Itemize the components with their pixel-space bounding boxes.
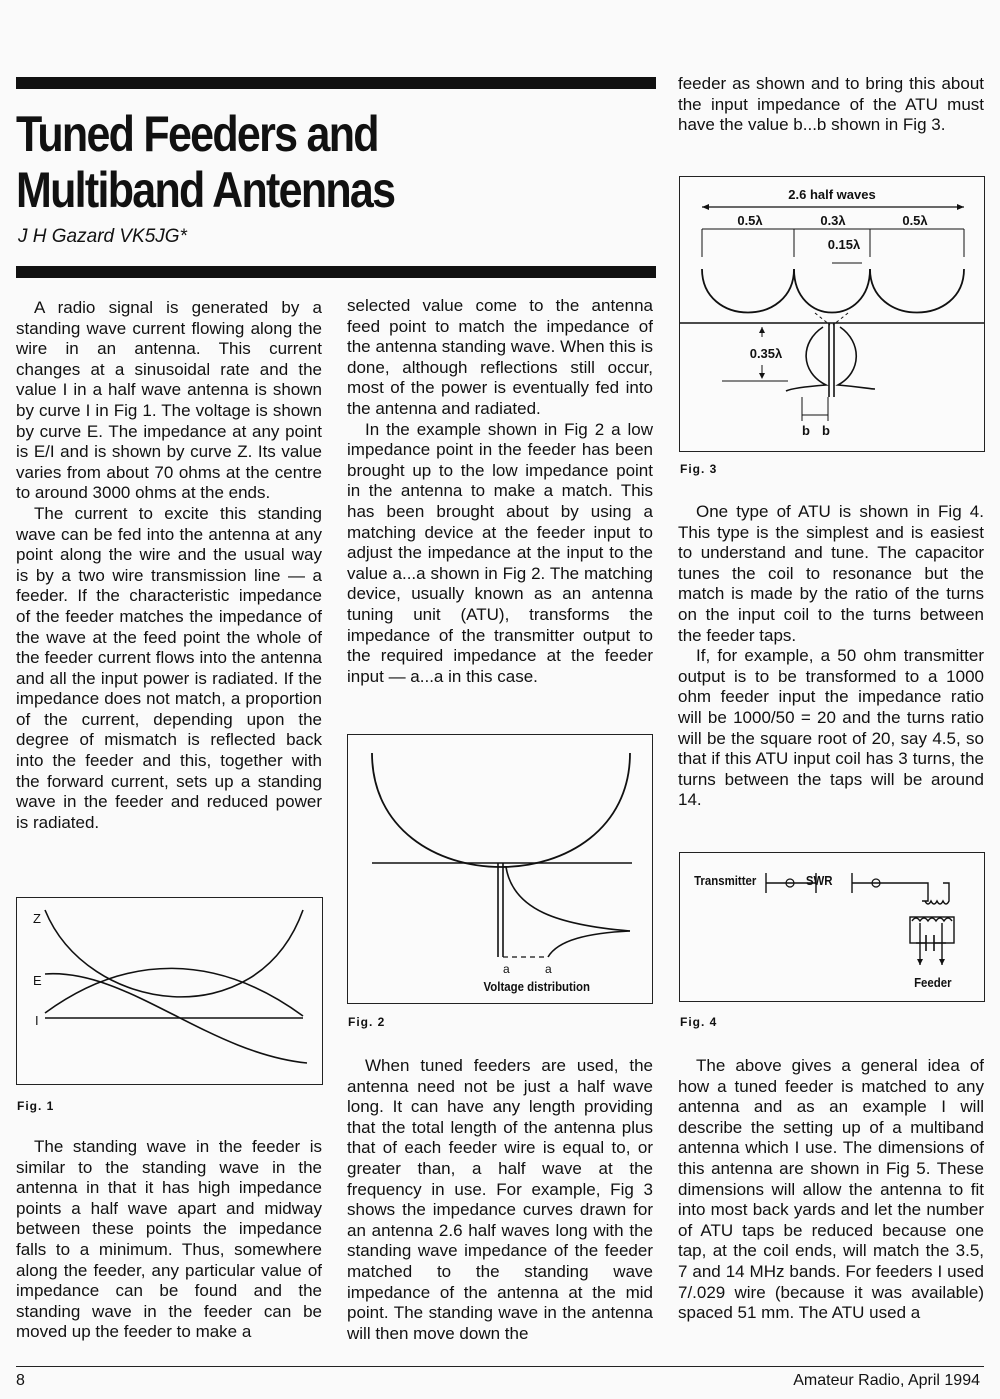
figure-3 <box>679 176 985 452</box>
body-paragraph: A radio signal is generated by a standing wave current flowing along the wire in an antenna. This current changes at a sinusoidal rate and the value I in a half wave antenna is shown by curve I in Fig 1. The voltage is shown by curve E. The impedance at any point is E/I and is shown by curve Z. Its value varies from about 70 ohms at the centre to around 3000 ohms at the ends. <box>16 298 322 503</box>
segment-right-label: 0.5λ <box>902 213 928 228</box>
depth-arrowhead <box>759 373 765 379</box>
swr-label: SWR <box>805 873 833 889</box>
body-paragraph: In the example shown in Fig 2 a low impedance point in the feeder has been brought up to the low impedance point in the antenna to make a match. This has been brought about by using a matching device at the feeder input to adjust the impedance at the input to the value a...a shown in Fig 2. The matching device, usually known as an antenna tuning unit (ATU), transforms the impedance of the transmitter output to the required impedance at the feeder input — a...a in this case. <box>347 419 653 686</box>
figure-2-diagram <box>348 735 652 1003</box>
figure-3-caption: Fig. 3 <box>680 462 718 476</box>
column-2-bottom <box>347 1056 653 1344</box>
segment-left-label: 0.5λ <box>737 213 763 228</box>
column-3-middle <box>678 502 984 811</box>
figure-2-caption: Fig. 2 <box>348 1015 386 1029</box>
segment-middle-label: 0.3λ <box>820 213 846 228</box>
column-3-bottom <box>678 1056 984 1324</box>
curve-i-label: I <box>35 1013 39 1028</box>
curve-z-label: Z <box>33 911 41 926</box>
figure-3-diagram <box>680 177 984 451</box>
offset-label: 0.15λ <box>827 237 861 252</box>
feeder-label: Feeder <box>914 975 952 991</box>
feeder-wave-lower <box>548 931 630 957</box>
impedance-curve <box>45 910 303 997</box>
feeder-wave-upper <box>506 867 630 931</box>
point-a-right-label: a <box>545 962 552 976</box>
column-3-top <box>678 74 984 136</box>
feeder-wave-left <box>786 327 826 391</box>
figure-2 <box>347 734 653 1004</box>
depth-label: 0.35λ <box>749 346 783 361</box>
point-b-left-label: b <box>802 423 810 438</box>
impedance-loop-middle <box>794 269 870 313</box>
article-title: Tuned Feeders and Multiband Antennas <box>16 106 395 218</box>
body-paragraph: The standing wave in the feeder is similar to the standing wave in the antenna in that it has high impedance points a half wave apart and midway between these points the impedance falls to a minimum. Thus, somewhere along the feeder, any particular value of impedance can be found and the standing wave in the feeder can be moved up the feeder to make a <box>16 1137 322 1342</box>
impedance-loop-left <box>702 269 794 313</box>
current-curve <box>45 968 303 1016</box>
title-rule-top <box>16 77 656 89</box>
body-paragraph: The above gives a general idea of how a tuned feeder is matched to any antenna and as an example I will describe the setting up of a multiband antenna which I use. The dimensions of this antenna are shown in Fig 5. These dimensions will allow the antenna to fit into most back yards and let the number of ATU taps be reduced because one tap, at the coil ends, will match the 3.5, 7 and 14 MHz bands. For feeders I used 7/.029 wire (because it was available) spaced 51 mm. The ATU used a <box>678 1056 984 1323</box>
body-paragraph: The current to excite this standing wave can be fed into the antenna at any point along the wire and the usual way is by a two wire transmission line — a feeder. If the characteristic impedance of the feeder matches the impedance of the wave at the feed point the whole of the feeder current flows into the antenna and all the input power is radiated. If the impedance does not match, a proportion of the current, depending upon the degree of mismatch is reflected back into the feeder and this, together with the forward current, sets up a standing wave in the feeder and reduced power is radiated. <box>16 503 322 832</box>
transmitter-label: Transmitter <box>694 873 757 889</box>
column-2-top <box>347 296 653 687</box>
body-paragraph: selected value come to the antenna feed point to match the impedance of the antenna standing wave. When this is done, although reflections still occur, most of the power is eventually fed into the antenna and radiated. <box>347 296 653 418</box>
curve-e-label: E <box>33 973 42 988</box>
page-number: 8 <box>16 1372 25 1389</box>
publication-info: Amateur Radio, April 1994 <box>793 1372 980 1389</box>
impedance-loop-right <box>870 269 964 313</box>
figure-1-caption: Fig. 1 <box>17 1099 55 1113</box>
tuned-coil <box>912 918 952 921</box>
antenna-impedance-curve <box>372 753 630 867</box>
body-paragraph: feeder as shown and to bring this about the input impedance of the ATU must have the value b...b shown in Fig 3. <box>678 74 984 135</box>
point-a-left-label: a <box>503 962 510 976</box>
feeder-arrowheads <box>917 959 945 965</box>
figure-4-caption: Fig. 4 <box>680 1015 718 1029</box>
figure-4-diagram <box>680 853 984 1001</box>
input-coil <box>920 883 949 904</box>
title-rule-bottom <box>16 266 656 278</box>
column-1-top <box>16 298 322 833</box>
voltage-distribution-label: Voltage distribution <box>483 979 590 995</box>
figure-1-diagram <box>17 898 322 1084</box>
figure-1 <box>16 897 323 1085</box>
point-b-right-label: b <box>822 423 830 438</box>
body-paragraph: When tuned feeders are used, the antenna need not be just a half wave long. It can have any length providing that the total length of the antenna plus that of each feeder wire is equal to, or greater than, a half wave at the frequency in use. For example, Fig 3 shows the impedance curves drawn for an antenna 2.6 half waves long with the standing wave impedance of the feeder matched to the standing wave impedance of the antenna at the mid point. The standing wave in the antenna will then move down the <box>347 1056 653 1343</box>
depth-arrowhead <box>759 327 765 333</box>
feeder-wave-right <box>838 327 875 389</box>
body-paragraph: One type of ATU is shown in Fig 4. This type is the simplest and is easiest to understand and tune. The capacitor tunes the coil to resonance but the match is made by the ratio of the turns on the input coil to the turns between the feeder taps. <box>678 502 984 645</box>
body-paragraph: If, for example, a 50 ohm transmitter output is to be transformed to a 1000 ohm feeder input the impedance ratio will be 1000/50 = 20 and the turns ratio will be the square root of 20, say 4.5, so that if this ATU input coil has 3 turns, the turns between the taps will be around 14. <box>678 646 984 810</box>
atu-coil-frame <box>910 917 954 943</box>
total-length-label: 2.6 half waves <box>788 187 876 202</box>
footer-rule <box>16 1366 984 1367</box>
figure-4 <box>679 852 985 1002</box>
column-1-bottom <box>16 1137 322 1343</box>
article-byline: J H Gazard VK5JG* <box>18 226 187 247</box>
